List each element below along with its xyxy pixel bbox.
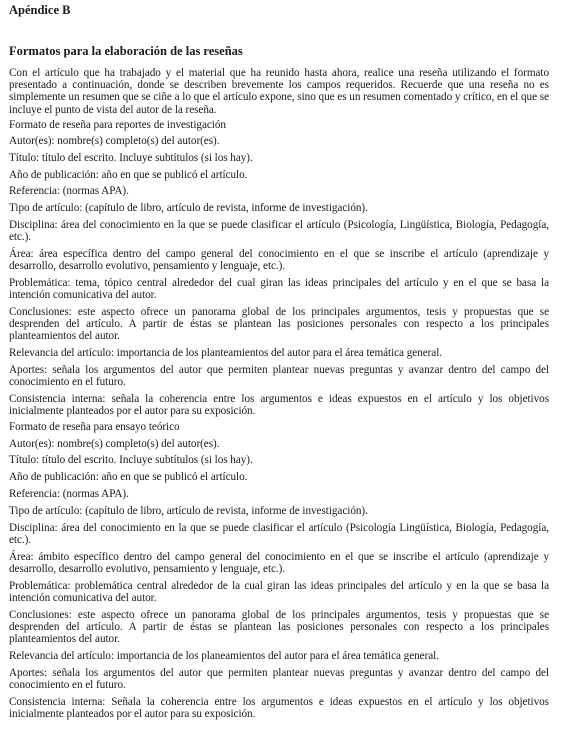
field-author: Autor(es): nombre(s) completo(s) del autor(es). (9, 135, 220, 148)
field-problem: Problemática: tema, tópico central alrededor del cual giran las ideas principales del artículo y en el que se basa la intención comunicativa del autor. (9, 277, 549, 302)
field-conclusions: Conclusiones: este aspecto ofrece un panorama global de los principales argumentos, tesis y propuestas que se desprenden del artículo. A partir de éstas se plantean las posiciones personales con respecto a los principales planteamientos del autor. (9, 306, 549, 343)
field-article-type: Tipo de artículo: (capítulo de libro, artículo de revista, informe de investigación). (9, 504, 368, 517)
field-area: Área: área específica dentro del campo general del conocimiento en el que se inscribe el artículo (aprendizaje y desarrollo, desarrollo evolutivo, pensamiento y lenguaje, etc.). (9, 248, 549, 273)
field-reference: Referencia: (normas APA). (9, 185, 129, 198)
field-relevance: Relevancia del artículo: importancia de los planeamientos del autor para el área temática general. (9, 649, 439, 662)
field-title: Título: título del escrito. Incluye subtítulos (si los hay). (9, 151, 253, 164)
document-body (9, 67, 549, 725)
field-problem: Problemática: problemática central alrededor de la cual giran las ideas principales del artículo y en la que se basa la intención comunicativa del autor. (9, 579, 549, 604)
field-contributions: Aportes: señala los argumentos del autor que permiten plantear nuevas preguntas y avanzar dentro del campo del conocimiento en el futuro. (9, 364, 549, 389)
format-research-heading: Formato de reseña para reportes de investigación (9, 118, 226, 131)
field-author: Autor(es): nombre(s) completo(s) del autor(es). (9, 437, 220, 450)
field-discipline: Disciplina: área del conocimiento en la que se puede clasificar el artículo (Psicología, Lingüística, Biología, Pedagogía, etc.). (9, 219, 549, 244)
field-title: Título: título del escrito. Incluye subtítulos (si los hay). (9, 454, 253, 467)
field-consistency: Consistencia interna: Señala la coherencia entre los argumentos e ideas expuestos en el artículo y los objetivos inicialmente planteados por el autor para su exposición. (9, 695, 549, 720)
field-year: Año de publicación: año en que se publicó el artículo. (9, 168, 248, 181)
intro-paragraph: Con el artículo que ha trabajado y el material que ha reunido hasta ahora, realice una reseña utilizando el formato presentado a continuación, donde se describen brevemente los campos requeridos. Recuerde que una reseña no es simplemente un resumen que se ciñe a lo que el artículo expone, sino que es un resumen comentado y crítico, en el que se incluye el punto de vista del autor de la reseña. (9, 67, 549, 116)
field-conclusions: Conclusiones: este aspecto ofrece un panorama global de los principales argumentos, tesis y propuestas que se desprenden del artículo. A partir de éstas se plantean las posiciones personales con respecto a los principales planteamientos del autor. (9, 608, 549, 645)
field-area: Área: ámbito específico dentro del campo general del conocimiento en el que se inscribe el artículo (aprendizaje y desarrollo, desarrollo evolutivo, pensamiento y lenguaje, etc.). (9, 550, 549, 575)
field-article-type: Tipo de artículo: (capítulo de libro, artículo de revista, informe de investigación). (9, 202, 368, 215)
appendix-label: Apéndice B (9, 3, 71, 17)
section-title: Formatos para la elaboración de las reseñas (9, 44, 243, 58)
field-consistency: Consistencia interna: señala la coherencia entre los argumentos e ideas expuestos en el artículo y los objetivos inicialmente planteados por el autor para su exposición. (9, 393, 549, 418)
field-discipline: Disciplina: área del conocimiento en la que se puede clasificar el artículo (Psicología Lingüística, Biología, Pedagogía, etc.). (9, 521, 549, 546)
field-year: Año de publicación: año en que se publicó el artículo. (9, 471, 248, 484)
field-contributions: Aportes: señala los argumentos del autor que permiten plantear nuevas preguntas y avanzar dentro del campo del conocimiento en el futuro. (9, 666, 549, 691)
format-essay-heading: Formato de reseña para ensayo teórico (9, 421, 180, 434)
field-reference: Referencia: (normas APA). (9, 488, 129, 500)
field-relevance: Relevancia del artículo: importancia de los planteamientos del autor para el área temática general. (9, 347, 443, 360)
